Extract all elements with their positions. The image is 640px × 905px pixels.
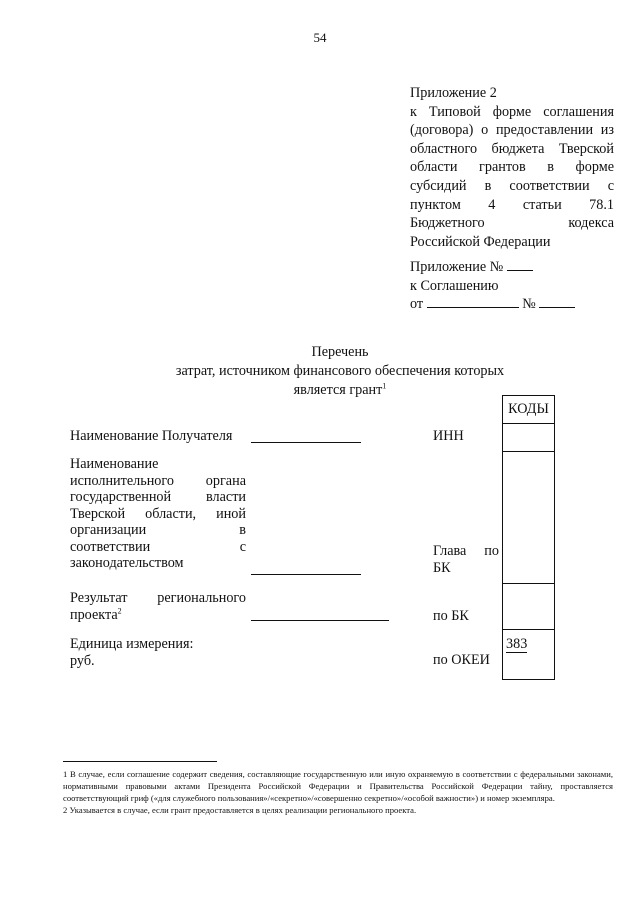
okei-code-text: 383 [506, 636, 528, 652]
okei-code-value [506, 636, 527, 653]
executive-body-blank [251, 574, 361, 575]
bk-head-code-cell [503, 452, 554, 584]
appendix-header [410, 84, 614, 251]
result-label [70, 590, 246, 623]
annex-number-label: Приложение № [410, 259, 504, 275]
executive-line: Наименование [70, 456, 159, 472]
footnote-separator [63, 761, 217, 762]
executive-line: исполнительного органа [70, 472, 246, 489]
appendix-line: Российской Федерации [410, 233, 551, 250]
unit-label-text: Единица измерения: [70, 636, 194, 652]
bk-code-cell [503, 584, 554, 630]
result-line-2 [70, 607, 246, 624]
by-okei-label: по ОКЕИ [433, 652, 490, 668]
executive-line: Тверской области, иной [70, 505, 246, 522]
unit-value: руб. [70, 652, 95, 669]
unit-label [70, 636, 193, 669]
title-line-3-text: является грант [293, 382, 383, 398]
title-line-3 [150, 381, 530, 400]
footnotes [63, 768, 613, 816]
appendix-line: субсидий в соответствии с [410, 177, 614, 194]
result-footnote-ref: 2 [117, 605, 122, 615]
executive-line: законодательством [70, 555, 184, 571]
executive-body-label [70, 456, 246, 572]
codes-header: КОДЫ [503, 396, 554, 424]
executive-line: соответствии с [70, 538, 246, 555]
title-line-1: Перечень [311, 344, 369, 360]
executive-line: организации в [70, 522, 246, 538]
recipient-label: Наименование Получателя [70, 428, 233, 444]
title-footnote-ref: 1 [382, 381, 387, 391]
appendix-title: Приложение 2 [410, 85, 497, 101]
bk-head-label [433, 543, 499, 576]
annex-date-line [410, 295, 614, 314]
annex-agreement-line: к Соглашению [410, 277, 499, 294]
appendix-line: к Типовой форме соглашения [410, 103, 614, 120]
document-title [150, 343, 530, 400]
annex-number-sign: № [522, 296, 536, 313]
result-line-2-text: проекта [70, 606, 118, 623]
annex-reference [410, 258, 614, 314]
inn-label: ИНН [433, 428, 464, 444]
annex-number-blank [507, 270, 533, 271]
annex-agreement-number-blank [539, 307, 575, 308]
annex-number-line [410, 258, 614, 277]
page-number: 54 [313, 30, 327, 45]
by-bk-label: по БК [433, 608, 469, 624]
annex-from-label: от [410, 296, 424, 313]
title-line-2: затрат, источником финансового обеспечения которых [175, 363, 505, 379]
appendix-line: областного бюджета Тверской [410, 140, 614, 157]
result-line-1: Результат регионального [70, 590, 246, 606]
appendix-line: пунктом 4 статьи 78.1 [410, 196, 614, 213]
appendix-line: области грантов в форме [410, 159, 614, 176]
appendix-line: (договора) о предоставлении из [410, 122, 614, 139]
inn-code-cell [503, 424, 554, 452]
result-blank [251, 620, 389, 621]
appendix-line: Бюджетного кодекса [410, 215, 614, 232]
bk-head-line-1: Глава по [433, 543, 499, 559]
executive-line: государственной власти [70, 489, 246, 505]
recipient-blank [251, 442, 361, 443]
annex-date-blank [427, 307, 519, 308]
bk-head-line-2: БК [433, 559, 451, 576]
footnote-2: 2 Указывается в случае, если грант предоставляется в целях реализации регионального проекта. [63, 805, 417, 815]
footnote-1: 1 В случае, если соглашение содержит сведения, составляющие государственную или иную охраняемую в соответствии с федеральными законами, нормативными правовыми актами Президента Российской Федерации и Правительства Российской Федерации тайну, проставляется соответствующий гриф («для служебного пользования»/«секретно»/«совершенно секретно»/«особой важности») и номер экземпляра. [63, 769, 613, 803]
